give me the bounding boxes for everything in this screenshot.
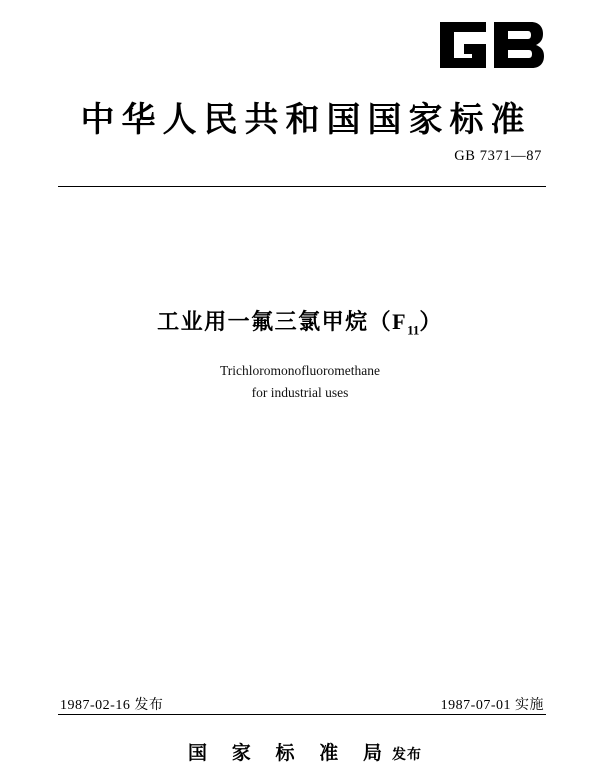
publisher-name: 国 家 标 准 局 xyxy=(187,743,392,764)
document-title-cn-end: ） xyxy=(419,309,443,334)
document-title-cn-subscript: 11 xyxy=(407,322,420,338)
divider-top xyxy=(58,186,546,187)
publisher xyxy=(0,738,600,765)
document-title-en-line2: for industrial uses xyxy=(251,385,349,400)
document-title-cn-main: 工业用一氟三氯甲烷（F xyxy=(157,309,408,334)
divider-bottom xyxy=(58,714,546,715)
document-title-en xyxy=(0,360,600,404)
issue-date: 1987-02-16 发布 xyxy=(60,698,164,713)
document-title-en-line1: Trichloromonofluoromethane xyxy=(220,363,380,378)
publisher-verb: 发布 xyxy=(392,748,422,763)
standard-number: GB 7371—87 xyxy=(454,148,542,164)
effective-date: 1987-07-01 实施 xyxy=(440,698,544,713)
gb-emblem xyxy=(0,14,548,76)
document-title-cn xyxy=(0,305,600,338)
page-title: 中华人民共和国国家标准 xyxy=(80,102,532,139)
